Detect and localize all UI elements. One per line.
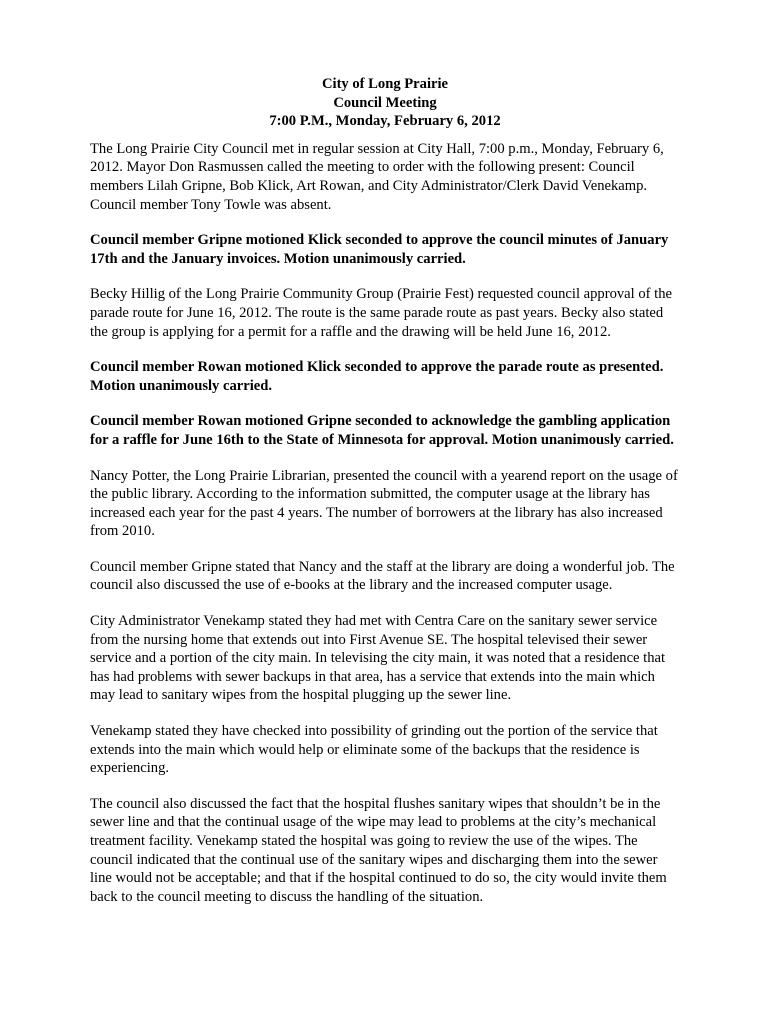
paragraph-library-discussion: Council member Gripne stated that Nancy and the staff at the library are doing a wonderful job. The council also discussed the use of e-books at the library and the increased computer usage.: [90, 558, 675, 594]
motion-gambling-application: Council member Rowan motioned Gripne seconded to acknowledge the gambling application for a raffle for June 16th to the State of Minnesota for approval. Motion unanimously carried.: [90, 413, 674, 448]
meeting-datetime: 7:00 P.M., Monday, February 6, 2012: [269, 113, 501, 130]
paragraph-library-report: Nancy Potter, the Long Prairie Librarian, presented the council with a yearend report on the usage of the public library. According to the information submitted, the computer usage at the library has increased each year for the past 4 years. The number of borrowers at the library has also increased from 2010.: [90, 467, 678, 540]
paragraph-sewer-service: City Administrator Venekamp stated they had met with Centra Care on the sanitary sewer service from the nursing home that extends out into First Avenue SE. The hospital televised their sewer service and a portion of the city main. In televising the city main, it was noted that a residence that has had problems with sewer backups in that area, has a service that extends into the main which may lead to sanitary wipes from the hospital plugging up the sewer line.: [90, 613, 666, 704]
city-name: City of Long Prairie: [321, 76, 449, 92]
motion-parade-route: Council member Rowan motioned Klick seconded to approve the parade route as presented. Motion unanimously carried.: [90, 359, 664, 394]
paragraph-attendance: The Long Prairie City Council met in regular session at City Hall, 7:00 p.m., Monday, February 6, 2012. Mayor Don Rasmussen called the meeting to order with the following present: Council members Lilah Gripne, Bob Klick, Art Rowan, and City Administrator/Clerk David Venekamp. Council member Tony Towle was absent.: [90, 140, 664, 213]
motion-minutes-approval: Council member Gripne motioned Klick seconded to approve the council minutes of January 17th and the January invoices. Motion unanimously carried.: [90, 232, 669, 267]
paragraph-parade-request: Becky Hillig of the Long Prairie Community Group (Prairie Fest) requested council approval of the parade route for June 16, 2012. The route is the same parade route as past years. Becky also stated the group is applying for a permit for a raffle and the drawing will be held June 16, 2012.: [90, 286, 672, 340]
paragraph-sanitary-wipes: The council also discussed the fact that the hospital flushes sanitary wipes that shouldn’t be in the sewer line and that the continual usage of the wipe may lead to problems at the city’s mechanical treatment facility. Venekamp stated the hospital was going to review the use of the wipes. The council indicated that the continual use of the sanitary wipes and discharging them into the sewer line would not be acceptable; and that if the hospital continued to do so, the city would invite them back to the council meeting to discuss the handling of the situation.: [90, 795, 667, 905]
meeting-title: Council Meeting: [333, 94, 437, 111]
document-header: [90, 75, 680, 131]
document-page: [90, 75, 680, 906]
paragraph-grinding-service: Venekamp stated they have checked into possibility of grinding out the portion of the service that extends into the main which would help or eliminate some of the backups that the residence is experiencing.: [90, 723, 658, 777]
